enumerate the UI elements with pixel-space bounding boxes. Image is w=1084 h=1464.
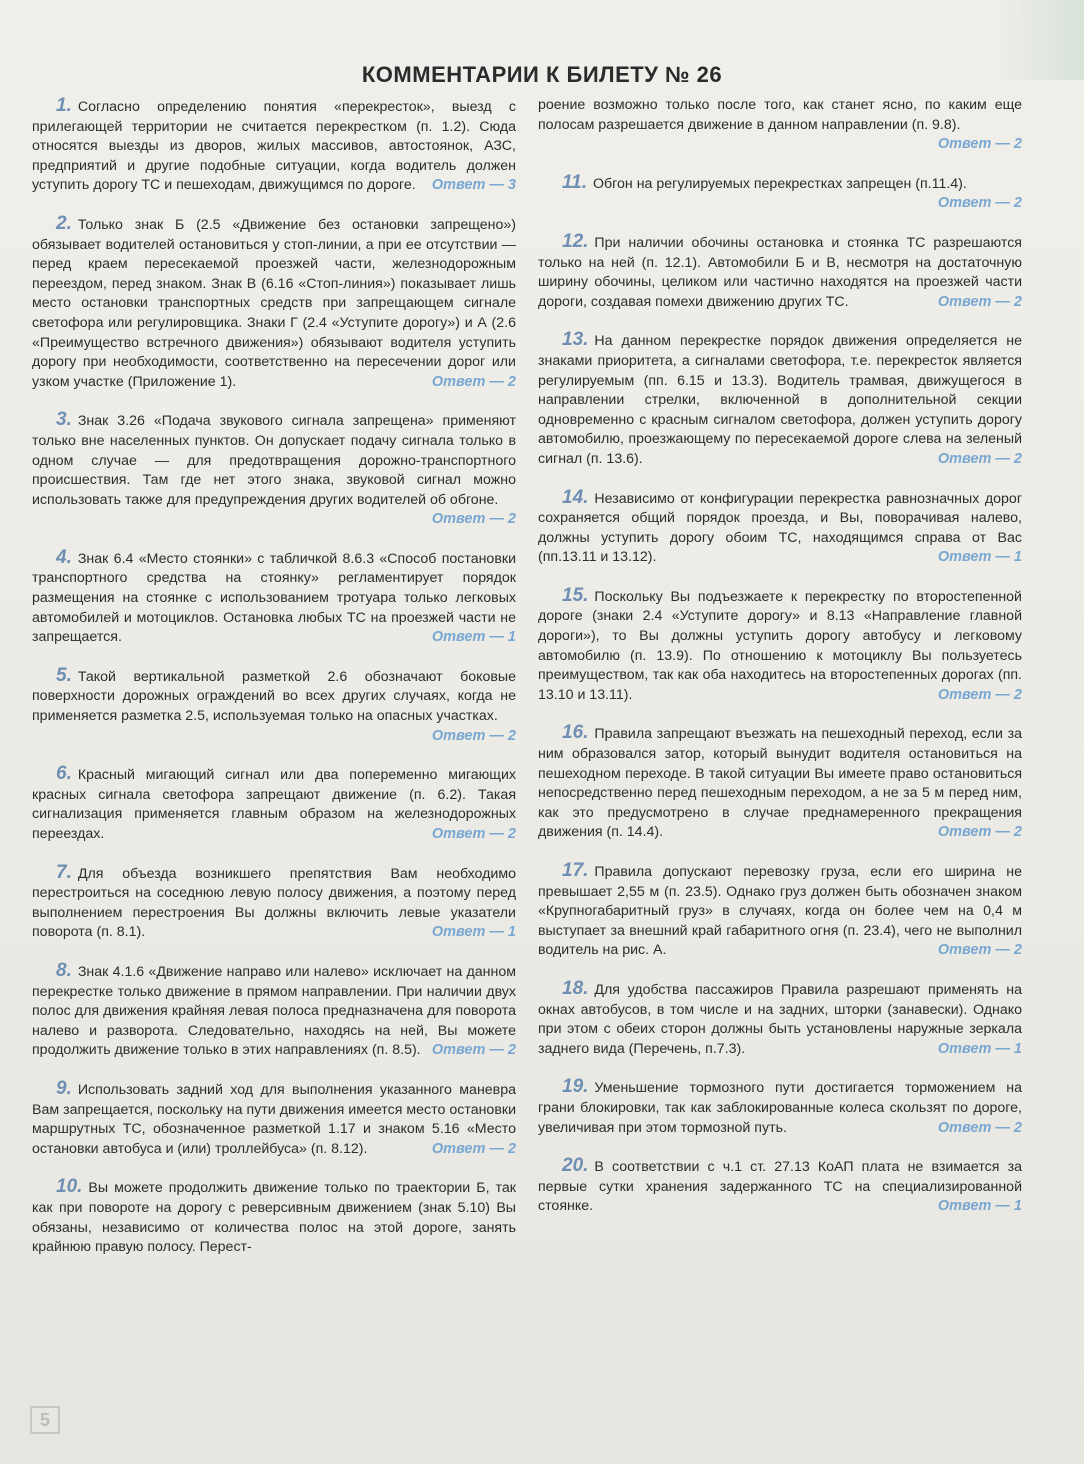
column-right xyxy=(538,96,1022,1235)
page-number: 5 xyxy=(30,1406,60,1434)
answer-label: Ответ — 2 xyxy=(937,824,1022,841)
comment-item xyxy=(32,96,516,196)
answer-label: Ответ — 2 xyxy=(937,1119,1022,1136)
item-number: 18. xyxy=(562,977,589,999)
answer-label: Ответ — 2 xyxy=(431,511,516,528)
item-text: Знак 4.1.6 «Движение направо или налево» исключает на данном перекрестке только движение в прямом направлении. При наличии двух полос для движения крайняя левая полоса предназначена для поворота налево и разворота. Следовательно, находясь на ней, Вы можете продолжить движение только в этих направлениях (п. 8.5). xyxy=(32,963,516,1059)
comment-item xyxy=(538,330,1022,469)
item-number: 16. xyxy=(562,722,589,744)
item-number: 14. xyxy=(562,486,589,508)
item-text: Уменьшение тормозного пути достигается торможением на грани блокировки, так как заблокированные колеса скользят по дороге, увеличивая при этом тормозной путь. xyxy=(538,1080,1022,1136)
item-number: 12. xyxy=(562,230,589,252)
comment-item xyxy=(32,1177,516,1257)
answer-label: Ответ — 2 xyxy=(431,727,516,744)
item-number: 7. xyxy=(56,861,72,883)
answer-label: Ответ — 2 xyxy=(937,942,1022,959)
item-number: 6. xyxy=(56,763,72,785)
answer-label: Ответ — 1 xyxy=(431,924,516,941)
answer-label: Ответ — 2 xyxy=(937,136,1022,153)
item-text: роение возможно только после того, как станет ясно, по каким еще полосам разрешается движение в данном направлении (п. 9.8). xyxy=(538,97,1022,133)
comment-item xyxy=(538,488,1022,568)
comment-item xyxy=(32,666,516,746)
item-text: Знак 3.26 «Подача звукового сигнала запрещена» применяют только вне населенных пунктов. Он допускает подачу сигнала только в одном случае — для предотвращения дорожно-транспортного происшествия. Там где нет этого знака, звуковой сигнал можно использовать также для предупреждения других водителей об обгоне. xyxy=(32,413,516,508)
answer-label: Ответ — 2 xyxy=(937,450,1022,467)
item-text: Для объезда возникшего препятствия Вам необходимо перестроиться на соседнюю левую полосу движения, а поэтому перед выполнением перестроения Вы должны включить левые указатели поворота (п. 8.1). xyxy=(32,865,516,941)
comment-item xyxy=(32,863,516,943)
comment-item xyxy=(538,861,1022,961)
answer-label: Ответ — 2 xyxy=(937,293,1022,310)
column-left xyxy=(32,96,516,1276)
item-text: Поскольку Вы подъезжаете к перекрестку по второстепенной дороге (знаки 2.4 «Уступите дорогу» и 8.13 «Направление главной дороги»), то Вы должны уступить дорогу автобусу и легковому автомобилю (п. 13.9). По отношению к мотоциклу Вы пользуетесь преимуществом, так как оба находитесь на второстепенных дорогах (пп. 13.10 и 13.11). xyxy=(538,588,1022,703)
answer-label: Ответ — 1 xyxy=(937,1040,1022,1057)
answer-label: Ответ — 1 xyxy=(431,629,516,646)
item-text: Вы можете продолжить движение только по траектории Б, так как при повороте на дорогу с реверсивным движением (знак 5.10) Вы обязаны, независимо от количества полос на этой дороге, занять крайнюю правую полосу. Перест- xyxy=(32,1180,516,1256)
comment-item xyxy=(538,1077,1022,1138)
comment-item xyxy=(538,173,1022,214)
item-number: 2. xyxy=(56,212,72,234)
answer-label: Ответ — 2 xyxy=(431,826,516,842)
answer-label: Ответ — 2 xyxy=(431,1042,516,1059)
item-number: 17. xyxy=(562,860,589,881)
item-text: Согласно определению понятия «перекресток», выезд с прилегающей территории не считается перекрестком (п. 1.2). Сюда относятся выезды из дворов, жилых массивов, автостоянок, АЗС, предприятий и другие подобные ситуации, когда водитель должен уступить дорогу ТС и пешеходам, движущимся по дороге. xyxy=(32,99,516,194)
comment-item xyxy=(32,214,516,392)
item-text: Правила допускают перевозку груза, если его ширина не превышает 2,55 м (п. 23.5). Однако груз должен быть обозначен знаком «Крупногабаритный груз» в случаях, когда он более чем на 0,4 м выступает за внешний край габаритного огня (п. 23.4), чего не выполнил водитель на рис. А. xyxy=(538,864,1022,959)
comment-item xyxy=(538,586,1022,706)
item-number: 8. xyxy=(56,959,72,981)
item-text: Обгон на регулируемых перекрестках запрещен (п.11.4). xyxy=(593,175,967,192)
comment-item xyxy=(32,764,516,844)
item-text: Такой вертикальной разметкой 2.6 обозначают боковые поверхности дорожных ограждений во всех других случаях, когда не применяется разметка 2.5, используемая только на опасных участках. xyxy=(32,668,516,725)
item-text: Использовать задний ход для выполнения указанного маневра Вам запрещается, поскольку на пути движения имеется место остановки маршрутных ТС, обозначенное разметкой 1.17 и знаком 5.16 «Место остановки автобуса и (или) троллейбуса» (п. 8.12). xyxy=(32,1081,516,1157)
comment-item-continuation xyxy=(538,96,1022,155)
comment-item xyxy=(538,723,1022,843)
item-number: 4. xyxy=(56,546,72,568)
comment-item xyxy=(32,548,516,648)
answer-label: Ответ — 2 xyxy=(937,686,1022,703)
answer-label: Ответ — 2 xyxy=(937,195,1022,212)
comment-item xyxy=(538,979,1022,1059)
item-number: 5. xyxy=(56,664,72,686)
answer-label: Ответ — 1 xyxy=(937,1198,1022,1215)
page-title: КОММЕНТАРИИ К БИЛЕТУ № 26 xyxy=(361,62,723,87)
answer-label: Ответ — 2 xyxy=(431,373,516,390)
item-number: 15. xyxy=(562,584,589,606)
item-number: 10. xyxy=(56,1176,83,1198)
item-number: 19. xyxy=(562,1076,589,1098)
comment-item xyxy=(32,1079,516,1159)
comment-item xyxy=(538,232,1022,312)
comment-item xyxy=(32,410,516,530)
item-text: Знак 6.4 «Место стоянки» с табличкой 8.6.3 «Способ постановки транспортного средства на стоянку» регламентирует порядок размещения на стоянке с использованием тротуара только легковых автомобилей и мотоциклов. Остановка любых ТС на проезжей части не запрещается. xyxy=(32,550,516,646)
item-text: Независимо от конфигурации перекрестка равнозначных дорог сохраняется общий порядок проезда, и Вы, поворачивая налево, должны уступить дорогу обоим ТС, находящимся справа от Вас (пп.13.11 и 13.12). xyxy=(538,490,1022,566)
answer-label: Ответ — 3 xyxy=(431,177,516,194)
item-number: 9. xyxy=(56,1077,72,1099)
item-text: Для удобства пассажиров Правила разрешают применять на окнах автобусов, в том числе и на задних, шторки (занавески). Однако при этом с обеих сторон должны быть установлены наружные зеркала заднего вида (Перечень, п.7.3). xyxy=(538,981,1022,1057)
answer-label: Ответ — 2 xyxy=(431,1140,516,1157)
item-text: На данном перекрестке порядок движения определяется не знаками приоритета, а сигналами светофора, т.е. перекресток является регулируемым (пп. 6.15 и 13.3). Водитель трамвая, движущегося в направлении стрелки, включенной в дополнительной секции одновременно с красным сигналом светофора, должен уступить дорогу автомобилю, проезжающему по пересекаемой дороге слева на зеленый сигнал (п. 13.6). xyxy=(538,333,1022,467)
item-text: Только знак Б (2.5 «Движение без остановки запрещено») обязывает водителей остановиться у стоп-линии, а при ее отсутствии — перед краем пересекаемой проезжей части, железнодорожным переездом, перед знаком. Знак В (6.16 «Стоп-линия») показывает лишь место остановки транспортных средств при запрещающем сигнале светофора или регулировщика. Знаки Г (2.4 «Уступите дорогу») и А (2.6 «Преимущество встречного движения») обязывают водителя уступить дорогу при необходимости, соответственно на пересечении дорог или узком участке (Приложение 1). xyxy=(32,216,516,390)
item-text: В соответствии с ч.1 ст. 27.13 КоАП плата не взимается за первые сутки хранения задержанного ТС на специализированной стоянке. xyxy=(538,1159,1022,1215)
comment-item xyxy=(32,961,516,1061)
comment-item xyxy=(538,1156,1022,1217)
item-text: Красный мигающий сигнал или два попеременно мигающих красных сигнала светофора запрещают движение (п. 6.2). Такая сигнализация применяется главным образом на железнодорожных переездах. xyxy=(32,767,516,842)
item-text: Правила запрещают въезжать на пешеходный переход, если за ним образовался затор, который вынудит водителя остановиться на пешеходном переходе. В такой ситуации Вы имеете право остановиться непосредственно перед пешеходным переходом, а не за 5 м перед ним, как это предусмотрено в случае преднамеренного прекращения движения (п. 14.4). xyxy=(538,726,1022,841)
item-number: 20. xyxy=(562,1155,589,1177)
item-text: При наличии обочины остановка и стоянка ТС разрешаются только на ней (п. 12.1). Автомобили Б и В, несмотря на достаточную ширину обочины, целиком или частично находятся на проезжей части дороги, создавая помехи движению других ТС. xyxy=(538,234,1022,310)
item-number: 1. xyxy=(56,95,72,116)
answer-label: Ответ — 1 xyxy=(937,549,1022,566)
item-number: 11. xyxy=(562,171,588,193)
item-number: 13. xyxy=(562,329,589,351)
item-number: 3. xyxy=(56,409,72,431)
